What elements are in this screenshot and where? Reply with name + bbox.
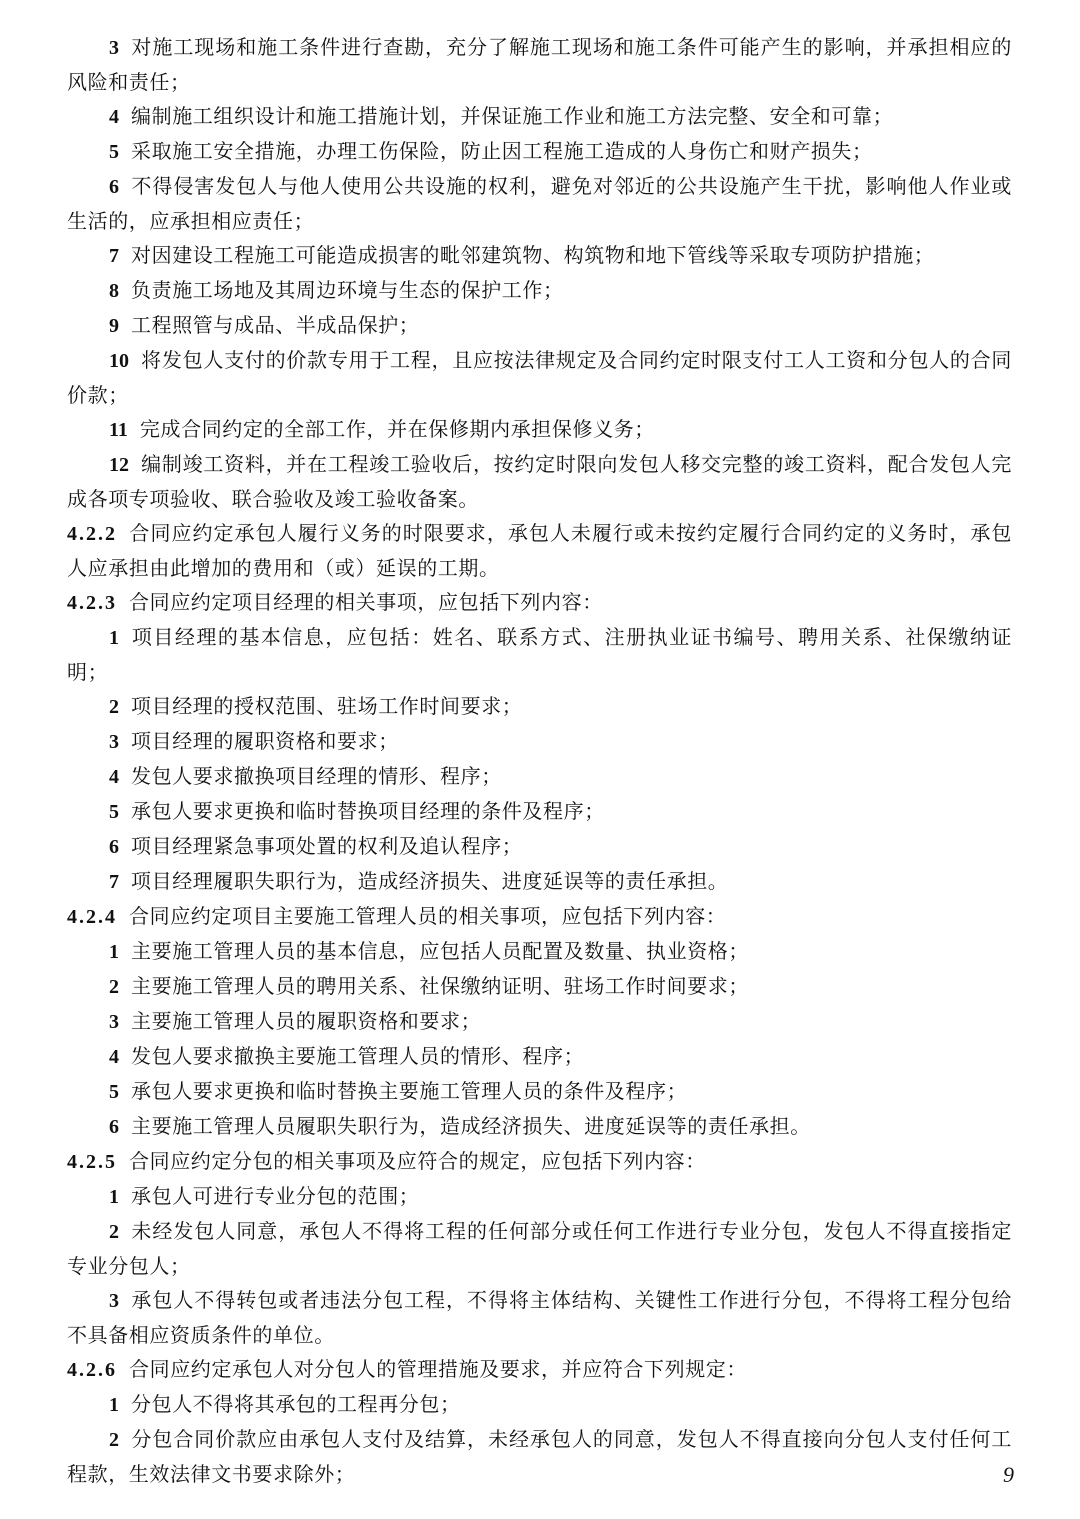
item-number: 3 — [109, 1011, 119, 1033]
paragraph-text: 合同应约定项目主要施工管理人员的相关事项，应包括下列内容： — [129, 904, 727, 928]
list-item — [67, 343, 1012, 412]
paragraph-text: 工程照管与成品、半成品保护； — [131, 313, 420, 337]
list-item — [67, 412, 1012, 447]
list-item — [67, 169, 1012, 238]
list-item — [67, 934, 1012, 969]
paragraph-text: 主要施工管理人员的基本信息，应包括人员配置及数量、执业资格； — [131, 939, 749, 963]
item-number: 3 — [109, 37, 119, 59]
clause-paragraph — [67, 1144, 1012, 1179]
item-number: 2 — [109, 1429, 119, 1451]
page-number: 9 — [1003, 1462, 1014, 1487]
list-item — [67, 99, 1012, 134]
item-number: 11 — [109, 419, 128, 441]
list-item — [67, 30, 1012, 99]
paragraph-text: 分包合同价款应由承包人支付及结算，未经承包人的同意，发包人不得直接向分包人支付任何工程款，生效法律文书要求除外； — [67, 1427, 1012, 1486]
clause-number: 4.2.2 — [67, 523, 117, 545]
list-item — [67, 1074, 1012, 1109]
item-number: 10 — [109, 350, 129, 372]
paragraph-text: 发包人要求撤换主要施工管理人员的情形、程序； — [131, 1044, 585, 1068]
list-item — [67, 447, 1012, 516]
item-number: 4 — [109, 106, 119, 128]
list-item — [67, 829, 1012, 864]
paragraph-text: 不得侵害发包人与他人使用公共设施的权利，避免对邻近的公共设施产生干扰，影响他人作业或生活的，应承担相应责任； — [67, 174, 1012, 233]
item-number: 2 — [109, 976, 119, 998]
item-number: 4 — [109, 766, 119, 788]
paragraph-text: 承包人要求更换和临时替换主要施工管理人员的条件及程序； — [131, 1079, 688, 1103]
list-item — [67, 724, 1012, 759]
clause-paragraph — [67, 1352, 1012, 1387]
item-number: 6 — [109, 1116, 119, 1138]
list-item — [67, 134, 1012, 169]
list-item — [67, 308, 1012, 343]
paragraph-text: 项目经理紧急事项处置的权利及追认程序； — [131, 834, 523, 858]
list-item — [67, 620, 1012, 689]
paragraph-text: 合同应约定承包人履行义务的时限要求，承包人未履行或未按约定履行合同约定的义务时，承包人应承担由此增加的费用和（或）延误的工期。 — [67, 521, 1012, 580]
list-item — [67, 1004, 1012, 1039]
clause-number: 4.2.4 — [67, 906, 117, 928]
clause-number: 4.2.6 — [67, 1359, 117, 1381]
list-item — [67, 1109, 1012, 1144]
paragraph-text: 完成合同约定的全部工作，并在保修期内承担保修义务； — [139, 417, 655, 441]
list-item — [67, 689, 1012, 724]
item-number: 3 — [109, 1290, 119, 1312]
list-item — [67, 1422, 1012, 1491]
item-number: 5 — [109, 1081, 119, 1103]
item-number: 8 — [109, 280, 119, 302]
list-item — [67, 864, 1012, 899]
paragraph-text: 项目经理的履职资格和要求； — [131, 729, 399, 753]
clause-paragraph — [67, 585, 1012, 620]
paragraph-text: 采取施工安全措施，办理工伤保险，防止因工程施工造成的人身伤亡和财产损失； — [131, 139, 873, 163]
item-number: 9 — [109, 315, 119, 337]
paragraph-text: 合同应约定项目经理的相关事项，应包括下列内容： — [129, 590, 603, 614]
paragraph-text: 分包人不得将其承包的工程再分包； — [131, 1392, 461, 1416]
item-number: 3 — [109, 731, 119, 753]
clause-paragraph — [67, 516, 1012, 585]
paragraph-text: 对施工现场和施工条件进行查勘，充分了解施工现场和施工条件可能产生的影响，并承担相应的风险和责任； — [67, 35, 1012, 94]
paragraph-text: 主要施工管理人员的聘用关系、社保缴纳证明、驻场工作时间要求； — [131, 974, 749, 998]
clause-number: 4.2.5 — [67, 1151, 117, 1173]
item-number: 4 — [109, 1046, 119, 1068]
list-item — [67, 273, 1012, 308]
paragraph-text: 项目经理履职失职行为，造成经济损失、进度延误等的责任承担。 — [131, 869, 729, 893]
item-number: 1 — [109, 1186, 119, 1208]
paragraph-text: 合同应约定承包人对分包人的管理措施及要求，并应符合下列规定： — [129, 1357, 747, 1381]
item-number: 5 — [109, 801, 119, 823]
item-number: 1 — [109, 627, 119, 649]
paragraph-text: 承包人要求更换和临时替换项目经理的条件及程序； — [131, 799, 605, 823]
list-item — [67, 794, 1012, 829]
item-number: 7 — [109, 245, 119, 267]
paragraph-text: 合同应约定分包的相关事项及应符合的规定，应包括下列内容： — [129, 1149, 706, 1173]
paragraph-text: 将发包人支付的价款专用于工程，且应按法律规定及合同约定时限支付工人工资和分包人的合同价款； — [67, 348, 1012, 407]
item-number: 12 — [109, 454, 129, 476]
list-item — [67, 1214, 1012, 1283]
paragraph-text: 主要施工管理人员履职失职行为，造成经济损失、进度延误等的责任承担。 — [131, 1114, 811, 1138]
item-number: 1 — [109, 1394, 119, 1416]
document-body — [67, 30, 1012, 1491]
paragraph-text: 项目经理的基本信息，应包括：姓名、联系方式、注册执业证书编号、聘用关系、社保缴纳证明； — [67, 625, 1012, 684]
paragraph-text: 承包人不得转包或者违法分包工程，不得将主体结构、关键性工作进行分包，不得将工程分包给不具备相应资质条件的单位。 — [67, 1288, 1012, 1347]
item-number: 2 — [109, 696, 119, 718]
paragraph-text: 主要施工管理人员的履职资格和要求； — [131, 1009, 482, 1033]
paragraph-text: 未经发包人同意，承包人不得将工程的任何部分或任何工作进行专业分包，发包人不得直接指定专业分包人； — [67, 1219, 1012, 1278]
item-number: 6 — [109, 836, 119, 858]
paragraph-text: 负责施工场地及其周边环境与生态的保护工作； — [131, 278, 564, 302]
paragraph-text: 编制竣工资料，并在工程竣工验收后，按约定时限向发包人移交完整的竣工资料，配合发包人完成各项专项验收、联合验收及竣工验收备案。 — [67, 452, 1012, 511]
list-item — [67, 238, 1012, 273]
item-number: 1 — [109, 941, 119, 963]
paragraph-text: 对因建设工程施工可能造成损害的毗邻建筑物、构筑物和地下管线等采取专项防护措施； — [131, 243, 935, 267]
list-item — [67, 1179, 1012, 1214]
paragraph-text: 编制施工组织设计和施工措施计划，并保证施工作业和施工方法完整、安全和可靠； — [131, 104, 894, 128]
item-number: 7 — [109, 871, 119, 893]
list-item — [67, 1283, 1012, 1352]
list-item — [67, 1387, 1012, 1422]
list-item — [67, 759, 1012, 794]
clause-paragraph — [67, 899, 1012, 934]
paragraph-text: 承包人可进行专业分包的范围； — [131, 1184, 420, 1208]
list-item — [67, 1039, 1012, 1074]
item-number: 5 — [109, 141, 119, 163]
item-number: 6 — [109, 176, 119, 198]
item-number: 2 — [109, 1221, 119, 1243]
paragraph-text: 项目经理的授权范围、驻场工作时间要求； — [131, 694, 523, 718]
paragraph-text: 发包人要求撤换项目经理的情形、程序； — [131, 764, 502, 788]
list-item — [67, 969, 1012, 1004]
clause-number: 4.2.3 — [67, 592, 117, 614]
